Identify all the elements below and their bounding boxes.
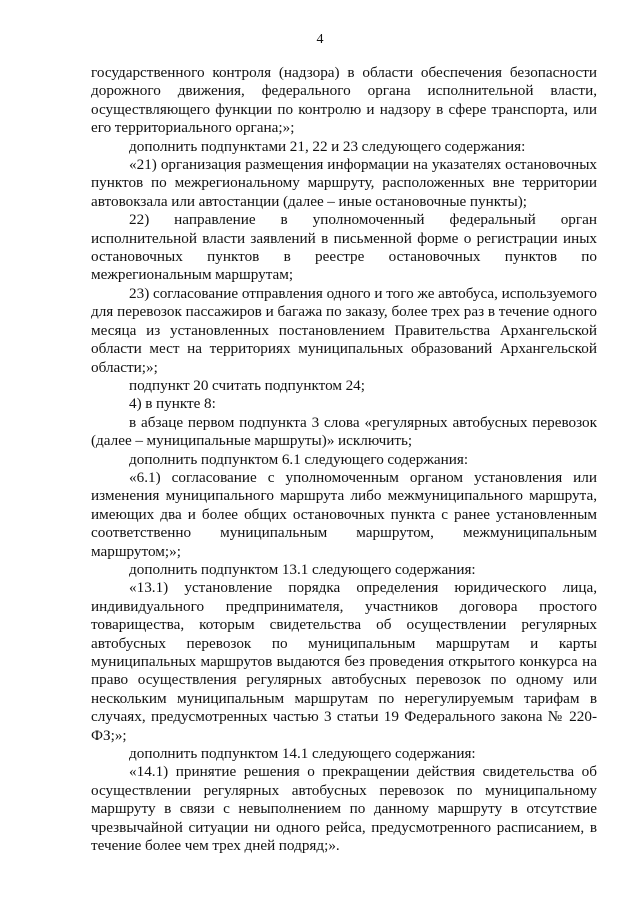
paragraph: подпункт 20 считать подпунктом 24; (129, 376, 365, 394)
page-number: 4 (316, 32, 324, 47)
paragraph: дополнить подпунктом 6.1 следующего содержания: (129, 450, 469, 468)
paragraph: 4) в пункте 8: (129, 395, 216, 413)
paragraph: «14.1) принятие решения о прекращении действия свидетельства об осуществлении регулярных автобусных перевозок по муниципальному маршруту в связи с невыполнением по данному маршруту в отсутствие чрезвычайной ситуации ни одного рейса, предусмотренного расписанием, в течение более чем трех дней подряд;». (91, 763, 597, 855)
document-body (91, 64, 597, 855)
paragraph: в абзаце первом подпункта 3 слова «регулярных автобусных перевозок (далее – муниципальные маршруты)» исключить; (91, 413, 597, 450)
paragraph: 23) согласование отправления одного и того же автобуса, используемого для перевозок пассажиров и багажа по заказу, более трех раз в течение одного месяца из установленных постановлением Правительства Архангельской области мест на территориях муниципальных образований Архангельской области;»; (91, 284, 597, 376)
paragraph: 22) направление в уполномоченный федеральный орган исполнительной власти заявлений в письменной форме о регистрации иных остановочных пунктов в реестре остановочных пунктов по межрегиональным маршрутам; (91, 211, 597, 284)
paragraph: «13.1) установление порядка определения юридического лица, индивидуального предпринимателя, участников договора простого товарищества, которым свидетельства об осуществлении регулярных автобусных перевозок по муниципальным маршрутам и карты муниципальных маршрутов выдаются без проведения открытого конкурса на право осуществления регулярных автобусных перевозок по одному или нескольким муниципальным маршрутам по нерегулируемым тарифам в случаях, предусмотренных частью 3 статьи 19 Федерального закона № 220-ФЗ;»; (91, 579, 597, 744)
paragraph: дополнить подпунктом 13.1 следующего содержания: (129, 560, 476, 578)
paragraph: «21) организация размещения информации на указателях остановочных пунктов по межрегиональному маршруту, расположенных вне территории автовокзала или автостанции (далее – иные остановочные пункты); (91, 156, 597, 210)
paragraph: дополнить подпунктом 14.1 следующего содержания: (129, 745, 476, 763)
paragraph: дополнить подпунктами 21, 22 и 23 следующего содержания: (129, 137, 526, 155)
paragraph: «6.1) согласование с уполномоченным органом установления или изменения муниципального маршрута либо межмуниципального маршрута, имеющих два и более общих остановочных пункта с ранее установленным соответственно муниципальным маршрутом, межмуниципальным маршрутом;»; (91, 468, 597, 560)
paragraph: государственного контроля (надзора) в области обеспечения безопасности дорожного движения, федерального органа исполнительной власти, осуществляющего функции по контролю и надзору в сфере транспорта, или его территориального органа;»; (91, 64, 597, 137)
